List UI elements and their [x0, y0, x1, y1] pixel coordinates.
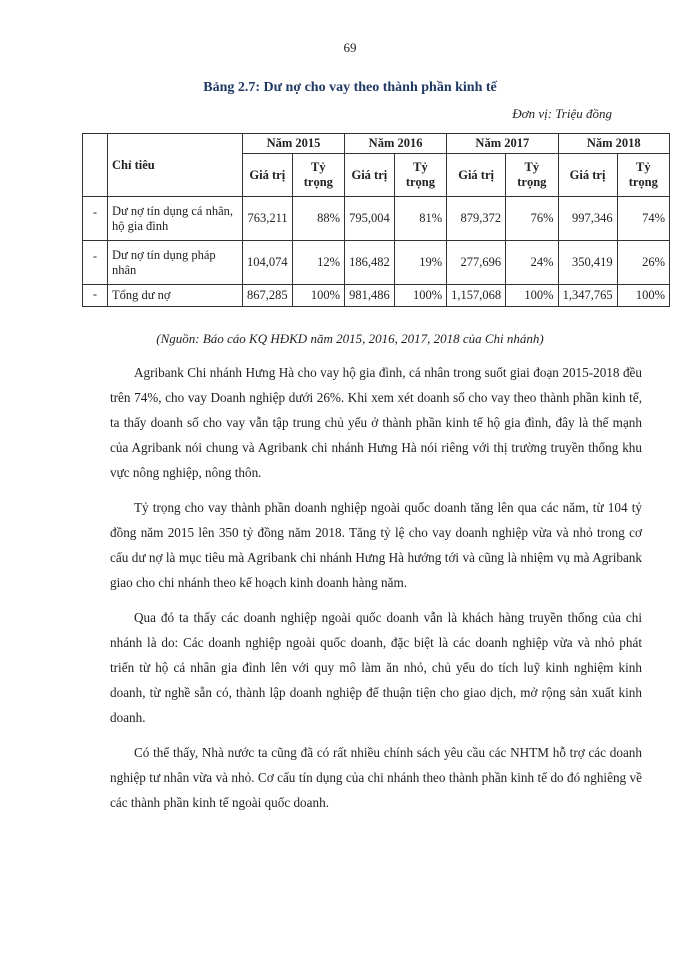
share-cell: 100%	[506, 285, 558, 307]
paragraph: Có thể thấy, Nhà nước ta cũng đã có rất nhiều chính sách yêu cầu các NHTM hỗ trợ các doanh nghiệp tư nhân vừa và nhỏ. Cơ cấu tín dụng của chi nhánh theo thành phần kinh tế do đó nghiêng về các thành phần kinh tế ngoài quốc doanh.	[110, 745, 642, 810]
share-cell: 74%	[617, 197, 669, 241]
paragraph: Tỷ trọng cho vay thành phần doanh nghiệp ngoài quốc doanh tăng lên qua các năm, từ 104 tỷ đồng năm 2015 lên 350 tỷ đồng năm 2018. Tăng tỷ lệ cho vay doanh nghiệp vừa và nhỏ trong cơ cấu dư nợ là mục tiêu mà Agribank chi nhánh Hưng Hà hướng tới và cũng là nhiệm vụ mà Agribank giao cho chi nhánh theo kế hoạch kinh doanh hàng năm.	[110, 500, 642, 590]
paragraph: Qua đó ta thấy các doanh nghiệp ngoài quốc doanh vẫn là khách hàng truyền thống của chi nhánh là do: Các doanh nghiệp ngoài quốc doanh, đặc biệt là các doanh nghiệp vừa và nhỏ phát triển từ hộ cá nhân gia đình lên với quy mô làm ăn nhỏ, chủ yếu do tích luỹ kinh nghiệm kinh doanh, từ nghề sẵn có, thành lập doanh nghiệp để thuận tiện cho giao dịch, mở rộng sản xuất kinh doanh.	[110, 610, 642, 725]
share-cell: 100%	[617, 285, 669, 307]
share-cell: 19%	[394, 241, 446, 285]
share-cell: 100%	[292, 285, 344, 307]
share-cell: 81%	[394, 197, 446, 241]
table-row-total	[83, 285, 670, 307]
dash-header-cell	[83, 134, 108, 197]
value-cell: 186,482	[345, 241, 395, 285]
value-cell: 1,347,765	[558, 285, 617, 307]
year-header: Năm 2017	[447, 134, 558, 154]
share-cell: 88%	[292, 197, 344, 241]
table-header-row	[83, 134, 670, 154]
table-row	[83, 241, 670, 285]
value-cell: 879,372	[447, 197, 506, 241]
value-header: Giá trị	[558, 154, 617, 197]
loan-table	[82, 133, 670, 307]
page-number: 69	[343, 40, 357, 55]
value-cell: 1,157,068	[447, 285, 506, 307]
share-cell: 100%	[394, 285, 446, 307]
row-label: Tổng dư nợ	[108, 285, 243, 307]
share-cell: 76%	[506, 197, 558, 241]
value-cell: 981,486	[345, 285, 395, 307]
year-header: Năm 2018	[558, 134, 669, 154]
value-cell: 104,074	[243, 241, 293, 285]
year-header: Năm 2015	[243, 134, 345, 154]
share-header: Tỷ trọng	[394, 154, 446, 197]
row-dash: -	[83, 285, 108, 307]
value-header: Giá trị	[243, 154, 293, 197]
paragraph: Agribank Chi nhánh Hưng Hà cho vay hộ gia đình, cá nhân trong suốt giai đoạn 2015-2018 đều trên 74%, cho vay Doanh nghiệp dưới 26%. Khi xem xét doanh số cho vay theo thành phần kinh tế, ta thấy doanh số cho vay vẫn tập trung chủ yếu ở thành phần kinh tế hộ gia đình, đây là thế mạnh của Agribank nói chung và Agribank chi nhánh Hưng Hà nói riêng với thị trường truyền thống khu vực nông nghiệp, nông thôn.	[110, 365, 642, 480]
table-title: Bảng 2.7: Dư nợ cho vay theo thành phần kinh tế	[203, 80, 497, 95]
value-cell: 867,285	[243, 285, 293, 307]
value-cell: 277,696	[447, 241, 506, 285]
share-header: Tỷ trọng	[292, 154, 344, 197]
value-cell: 997,346	[558, 197, 617, 241]
table-row	[83, 197, 670, 241]
row-label: Dư nợ tín dụng cá nhân, hộ gia đình	[108, 197, 243, 241]
value-cell: 795,004	[345, 197, 395, 241]
year-header: Năm 2016	[345, 134, 447, 154]
row-label: Dư nợ tín dụng pháp nhân	[108, 241, 243, 285]
value-cell: 763,211	[243, 197, 293, 241]
share-header: Tỷ trọng	[617, 154, 669, 197]
row-dash: -	[83, 241, 108, 285]
share-cell: 26%	[617, 241, 669, 285]
table-source: (Nguồn: Báo cáo KQ HĐKD năm 2015, 2016, 2017, 2018 của Chi nhánh)	[156, 331, 544, 346]
indicator-header: Chỉ tiêu	[108, 134, 243, 197]
share-header: Tỷ trọng	[506, 154, 558, 197]
value-cell: 350,419	[558, 241, 617, 285]
value-header: Giá trị	[345, 154, 395, 197]
share-cell: 24%	[506, 241, 558, 285]
table-unit: Đơn vị: Triệu đồng	[512, 106, 612, 121]
row-dash: -	[83, 197, 108, 241]
share-cell: 12%	[292, 241, 344, 285]
value-header: Giá trị	[447, 154, 506, 197]
body-text	[110, 360, 642, 825]
